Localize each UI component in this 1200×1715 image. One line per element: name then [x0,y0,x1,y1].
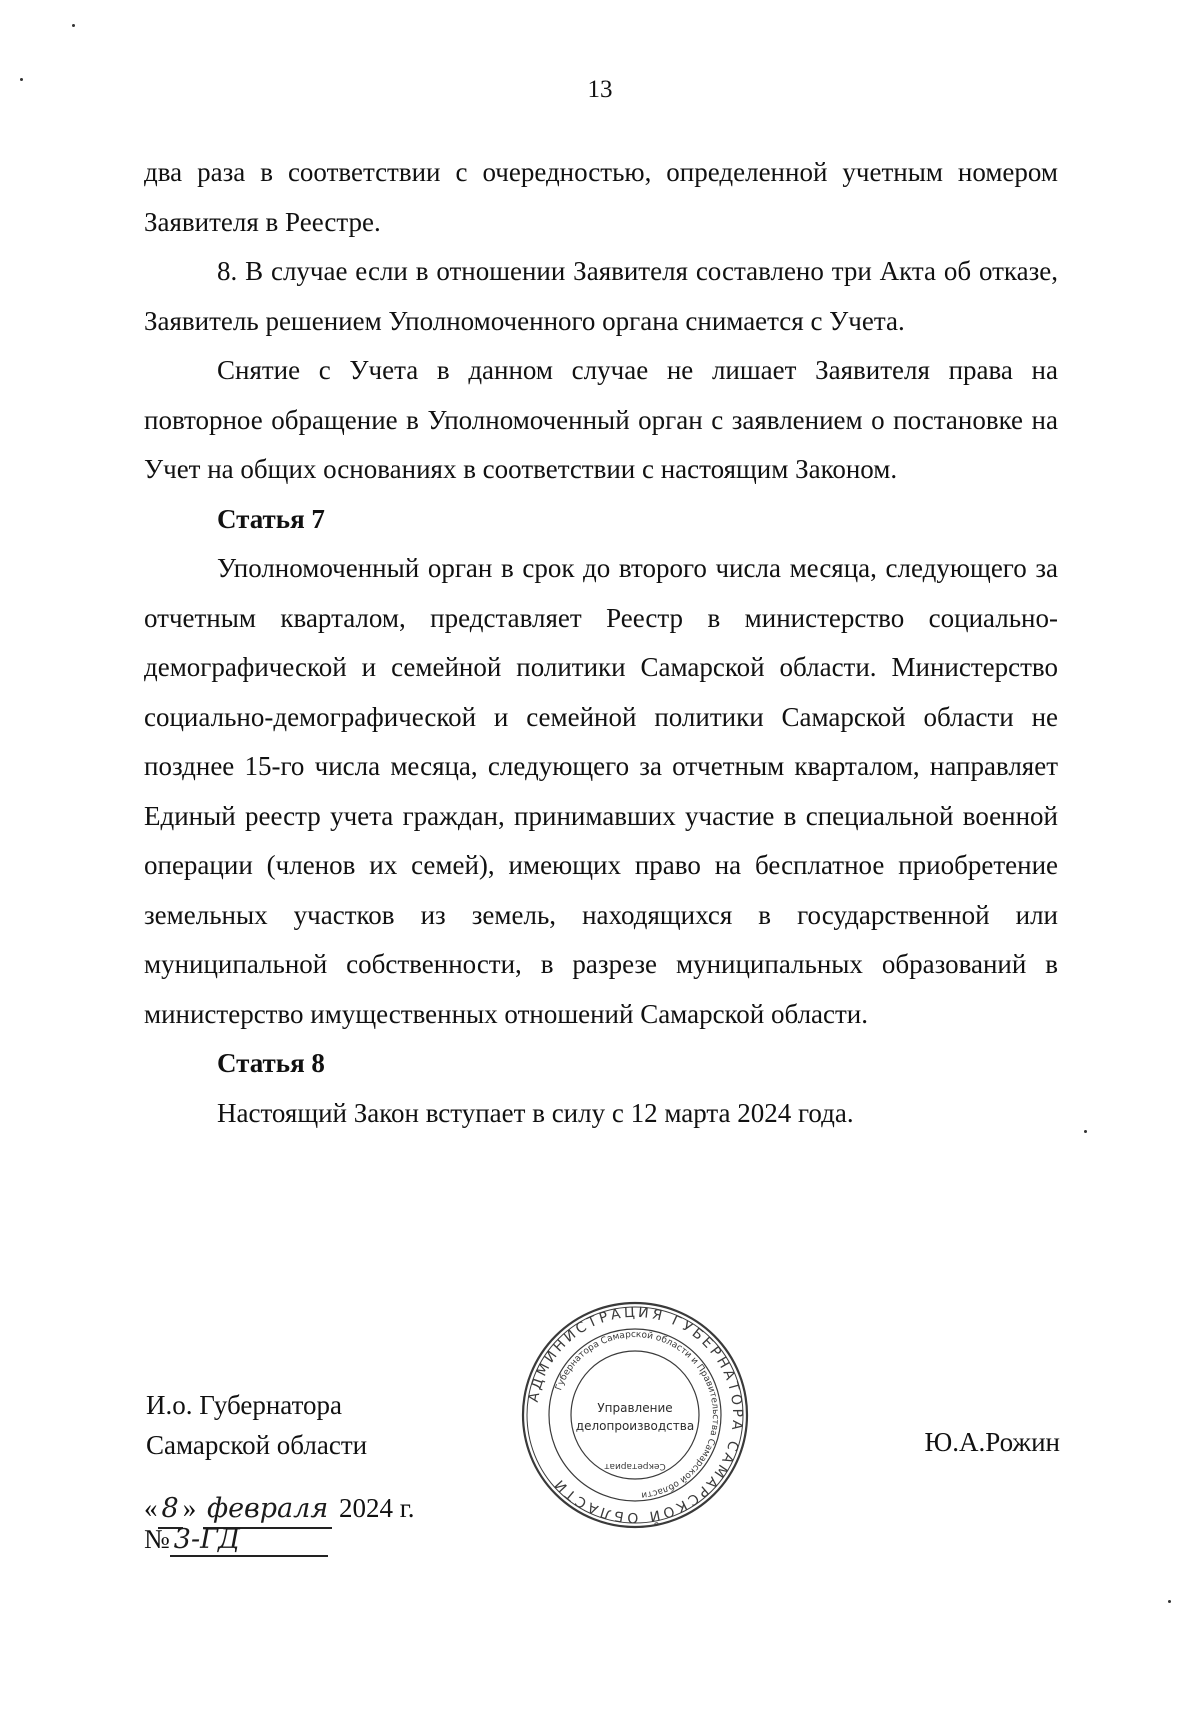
paragraph: 8. В случае если в отношении Заявителя составлено три Акта об отказе, Заявитель решением Уполномоченного органа снимается с Учета. [144,256,1058,336]
number-prefix: № [144,1524,170,1554]
date-open-quote: « [144,1493,158,1523]
seal-center-line1: Управление [597,1401,673,1415]
seal-inner-ring [571,1351,699,1479]
seal-inner-ring-text: Губернатора Самарской области и Правительства Самарской области [554,1329,721,1500]
date-day-handwritten: 8 [158,1491,183,1529]
scan-speck [1084,1130,1087,1133]
date-close-quote: » [182,1493,197,1523]
seal-middle-ring [549,1329,721,1501]
article-heading: Статья 7 [217,503,325,534]
seal-outer-text: АДМИНИСТРАЦИЯ ГУБЕРНАТОРА САМАРСКОЙ ОБЛАСТИ [525,1304,746,1526]
scan-speck [20,78,23,81]
article-heading: Статья 8 [217,1048,325,1078]
date-year: 2024 г. [338,1493,415,1523]
scan-speck [72,24,75,27]
official-seal [520,1300,750,1530]
paragraph: Снятие с Учета в данном случае не лишает Заявителя права на повторное обращение в Уполномоченный орган с заявлением о постановке на Учет на общих основаниях в соответствии с настоящим Законом. [144,355,1058,484]
seal-center-line2: делопроизводства [575,1419,695,1433]
signatory-title [146,1385,367,1465]
document-body [144,148,1058,1138]
scan-speck [1168,1600,1171,1603]
law-number [144,1524,328,1557]
page-number: 13 [587,76,613,103]
date-month-handwritten: февраля [203,1491,332,1529]
paragraph: Уполномоченный орган в срок до второго числа месяца, следующего за отчетным кварталом, представляет Реестр в министерство социально-демографической и семейной политики Самарской области. Министерство социально-демографической и семейной политики Самарской области не позднее 15-го числа месяца, следующего за отчетным кварталом, направляет Единый реестр учета граждан, принимавших участие в специальной военной операции (членов их семей), имеющих право на бесплатное приобретение земельных участков из земель, находящихся в государственной или муниципальной собственности, в разрезе муниципальных образований в министерство имущественных отношений Самарской области. [144,553,1058,1029]
seal-bottom-text: Секретариат [604,1461,666,1471]
paragraph: Настоящий Закон вступает в силу с 12 марта 2024 года. [217,1097,854,1128]
number-handwritten: 3-ГД [170,1524,328,1557]
paragraph: два раза в соответствии с очередностью, определенной учетным номером Заявителя в Реестре. [144,157,1058,237]
signatory-title-line2: Самарской области [146,1430,368,1460]
signatory-title-line1: И.о. Губернатора [146,1390,343,1420]
signer-name: Ю.А.Рожин [924,1427,1060,1457]
